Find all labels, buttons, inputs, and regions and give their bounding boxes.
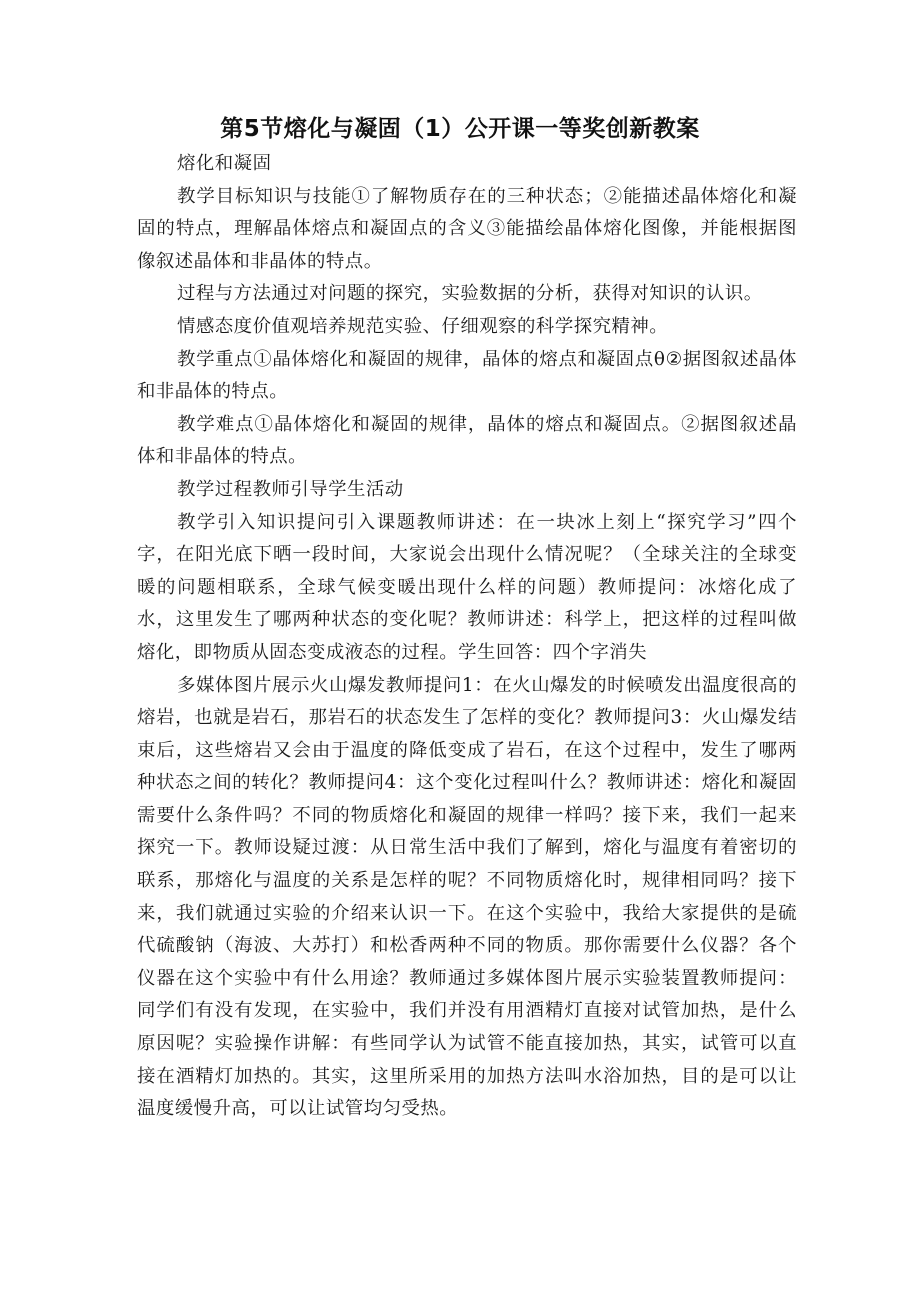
paragraph-attitude-values: 情感态度价值观培养规范实验、仔细观察的科学探究精神。 xyxy=(177,315,669,337)
paragraph-teaching-objectives: 教学目标知识与技能①了解物质存在的三种状态；②能描述晶体熔化和凝固的特点，理解晶体熔点和凝固点的含义③能描绘晶体熔化图像，并能根据图像叙述晶体和非晶体的特点。 xyxy=(137,185,797,272)
section-heading: 熔化和凝固 xyxy=(177,153,272,174)
paragraph-volcano-experiment: 多媒体图片展示火山爆发教师提问1：在火山爆发的时候喷发出温度很高的熔岩，也就是岩石，那岩石的状态发生了怎样的变化？教师提问3：火山爆发结束后，这些熔岩又会由于温度的降低变成了岩石，在这个过程中，发生了哪两种状态之间的转化？教师提问4：这个变化过程叫什么？教师讲述：熔化和凝固需要什么条件吗？不同的物质熔化和凝固的规律一样吗？接下来，我们一起来探究一下。教师设疑过渡：从日常生活中我们了解到，熔化与温度有着密切的联系，那熔化与温度的关系是怎样的呢？不同物质熔化时，规律相同吗？接下来，我们就通过实验的介绍来认识一下。在这个实验中，我给大家提供的是硫代硫酸钠（海波、大苏打）和松香两种不同的物质。那你需要什么仪器？各个仪器在这个实验中有什么用途？教师通过多媒体图片展示实验装置教师提问：同学们有没有发现，在实验中，我们并没有用酒精灯直接对试管加热，是什么原因呢？实验操作讲解：有些同学认为试管不能直接加热，其实，试管可以直接在酒精灯加热的。其实，这里所采用的加热方法叫水浴加热，目的是可以让温度缓慢升高，可以让试管均匀受热。 xyxy=(137,674,797,1120)
document-title: 第5节熔化与凝固（1）公开课一等奖创新教案 xyxy=(220,116,700,142)
paragraph-process-method: 过程与方法通过对问题的探究，实验数据的分析，获得对知识的认识。 xyxy=(177,283,763,305)
document-body xyxy=(137,148,797,1126)
paragraph-difficulties: 教学难点①晶体熔化和凝固的规律，晶体的熔点和凝固点。②据图叙述晶体和非晶体的特点。 xyxy=(137,413,797,468)
paragraph-introduction: 教学引入知识提问引入课题教师讲述：在一块冰上刻上“探究学习”四个字，在阳光底下晒一段时间，大家说会出现什么情况呢？（全球关注的全球变暖的问题相联系，全球气候变暖出现什么样的问题）教师提问：冰熔化成了水，这里发生了哪两种状态的变化呢？教师讲述：科学上，把这样的过程叫做熔化，即物质从固态变成液态的过程。学生回答：四个字消失 xyxy=(137,511,797,663)
paragraph-process-heading: 教学过程教师引导学生活动 xyxy=(177,478,404,500)
paragraph-key-points: 教学重点①晶体熔化和凝固的规律，晶体的熔点和凝固点θ②据图叙述晶体和非晶体的特点。 xyxy=(137,348,797,403)
